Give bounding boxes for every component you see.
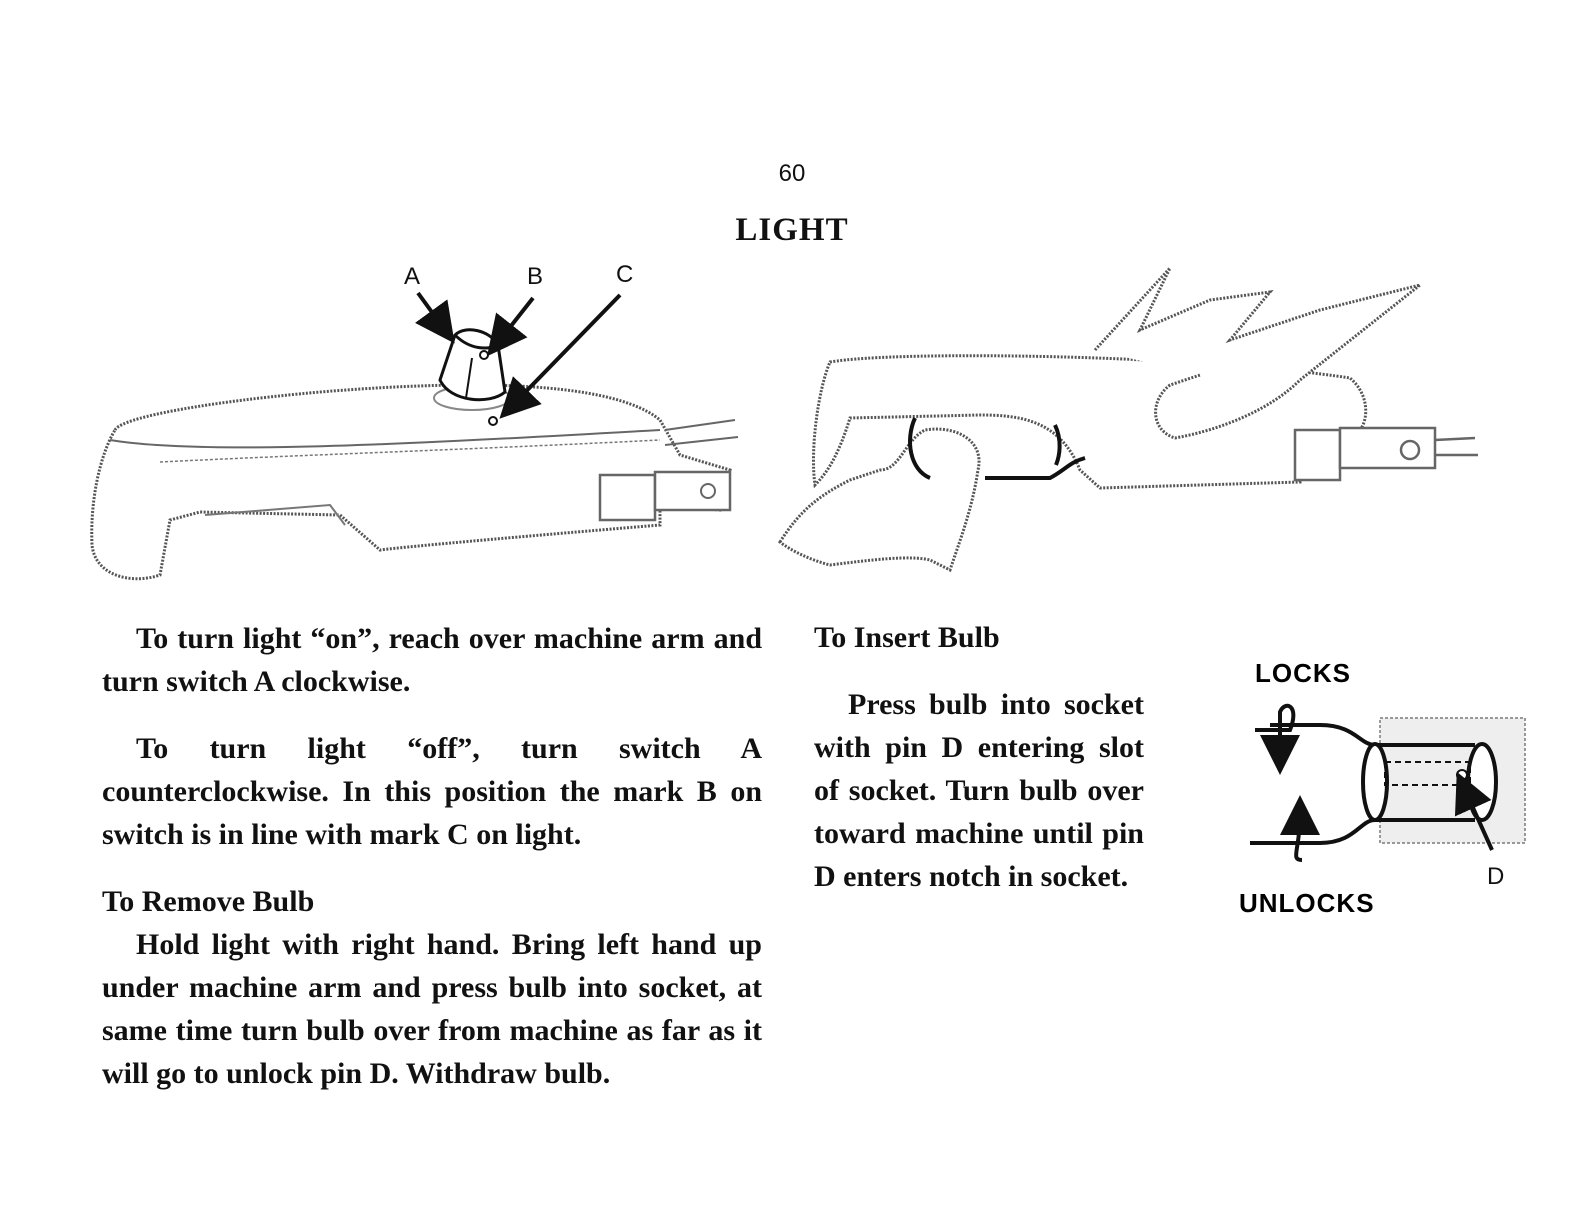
turn-off-paragraph: To turn light “off”, turn switch A counterclockwise. In this position the mark B on switch is in line with mark C on light. <box>102 732 762 851</box>
label-d: D <box>1487 863 1505 890</box>
unlocks-label: UNLOCKS <box>1239 888 1375 918</box>
left-text-column <box>102 617 762 1095</box>
remove-bulb-paragraph: Hold light with right hand. Bring left hand up under machine arm and press bulb into socket, at same time turn bulb over from machine as far as it will go to unlock pin D. Withdraw bulb. <box>102 928 762 1090</box>
socket-shaded <box>1380 718 1525 843</box>
unlocks-arrow <box>1296 815 1302 860</box>
insert-bulb-paragraph: Press bulb into socket with pin D entering slot of socket. Turn bulb over toward machine until pin D enters notch in socket. <box>814 688 1144 893</box>
label-c: C <box>616 261 634 288</box>
locks-label: LOCKS <box>1255 658 1351 688</box>
page-number: 60 <box>778 160 806 187</box>
right-text-column <box>814 616 1144 898</box>
label-a: A <box>404 263 421 290</box>
insert-bulb-heading: To Insert Bulb <box>814 621 1000 654</box>
label-b: B <box>527 263 544 290</box>
locks-arrow <box>1255 706 1293 755</box>
remove-bulb-heading: To Remove Bulb <box>102 885 315 918</box>
page-title: LIGHT <box>735 212 849 248</box>
turn-on-paragraph: To turn light “on”, reach over machine arm and turn switch A clockwise. <box>102 622 762 698</box>
